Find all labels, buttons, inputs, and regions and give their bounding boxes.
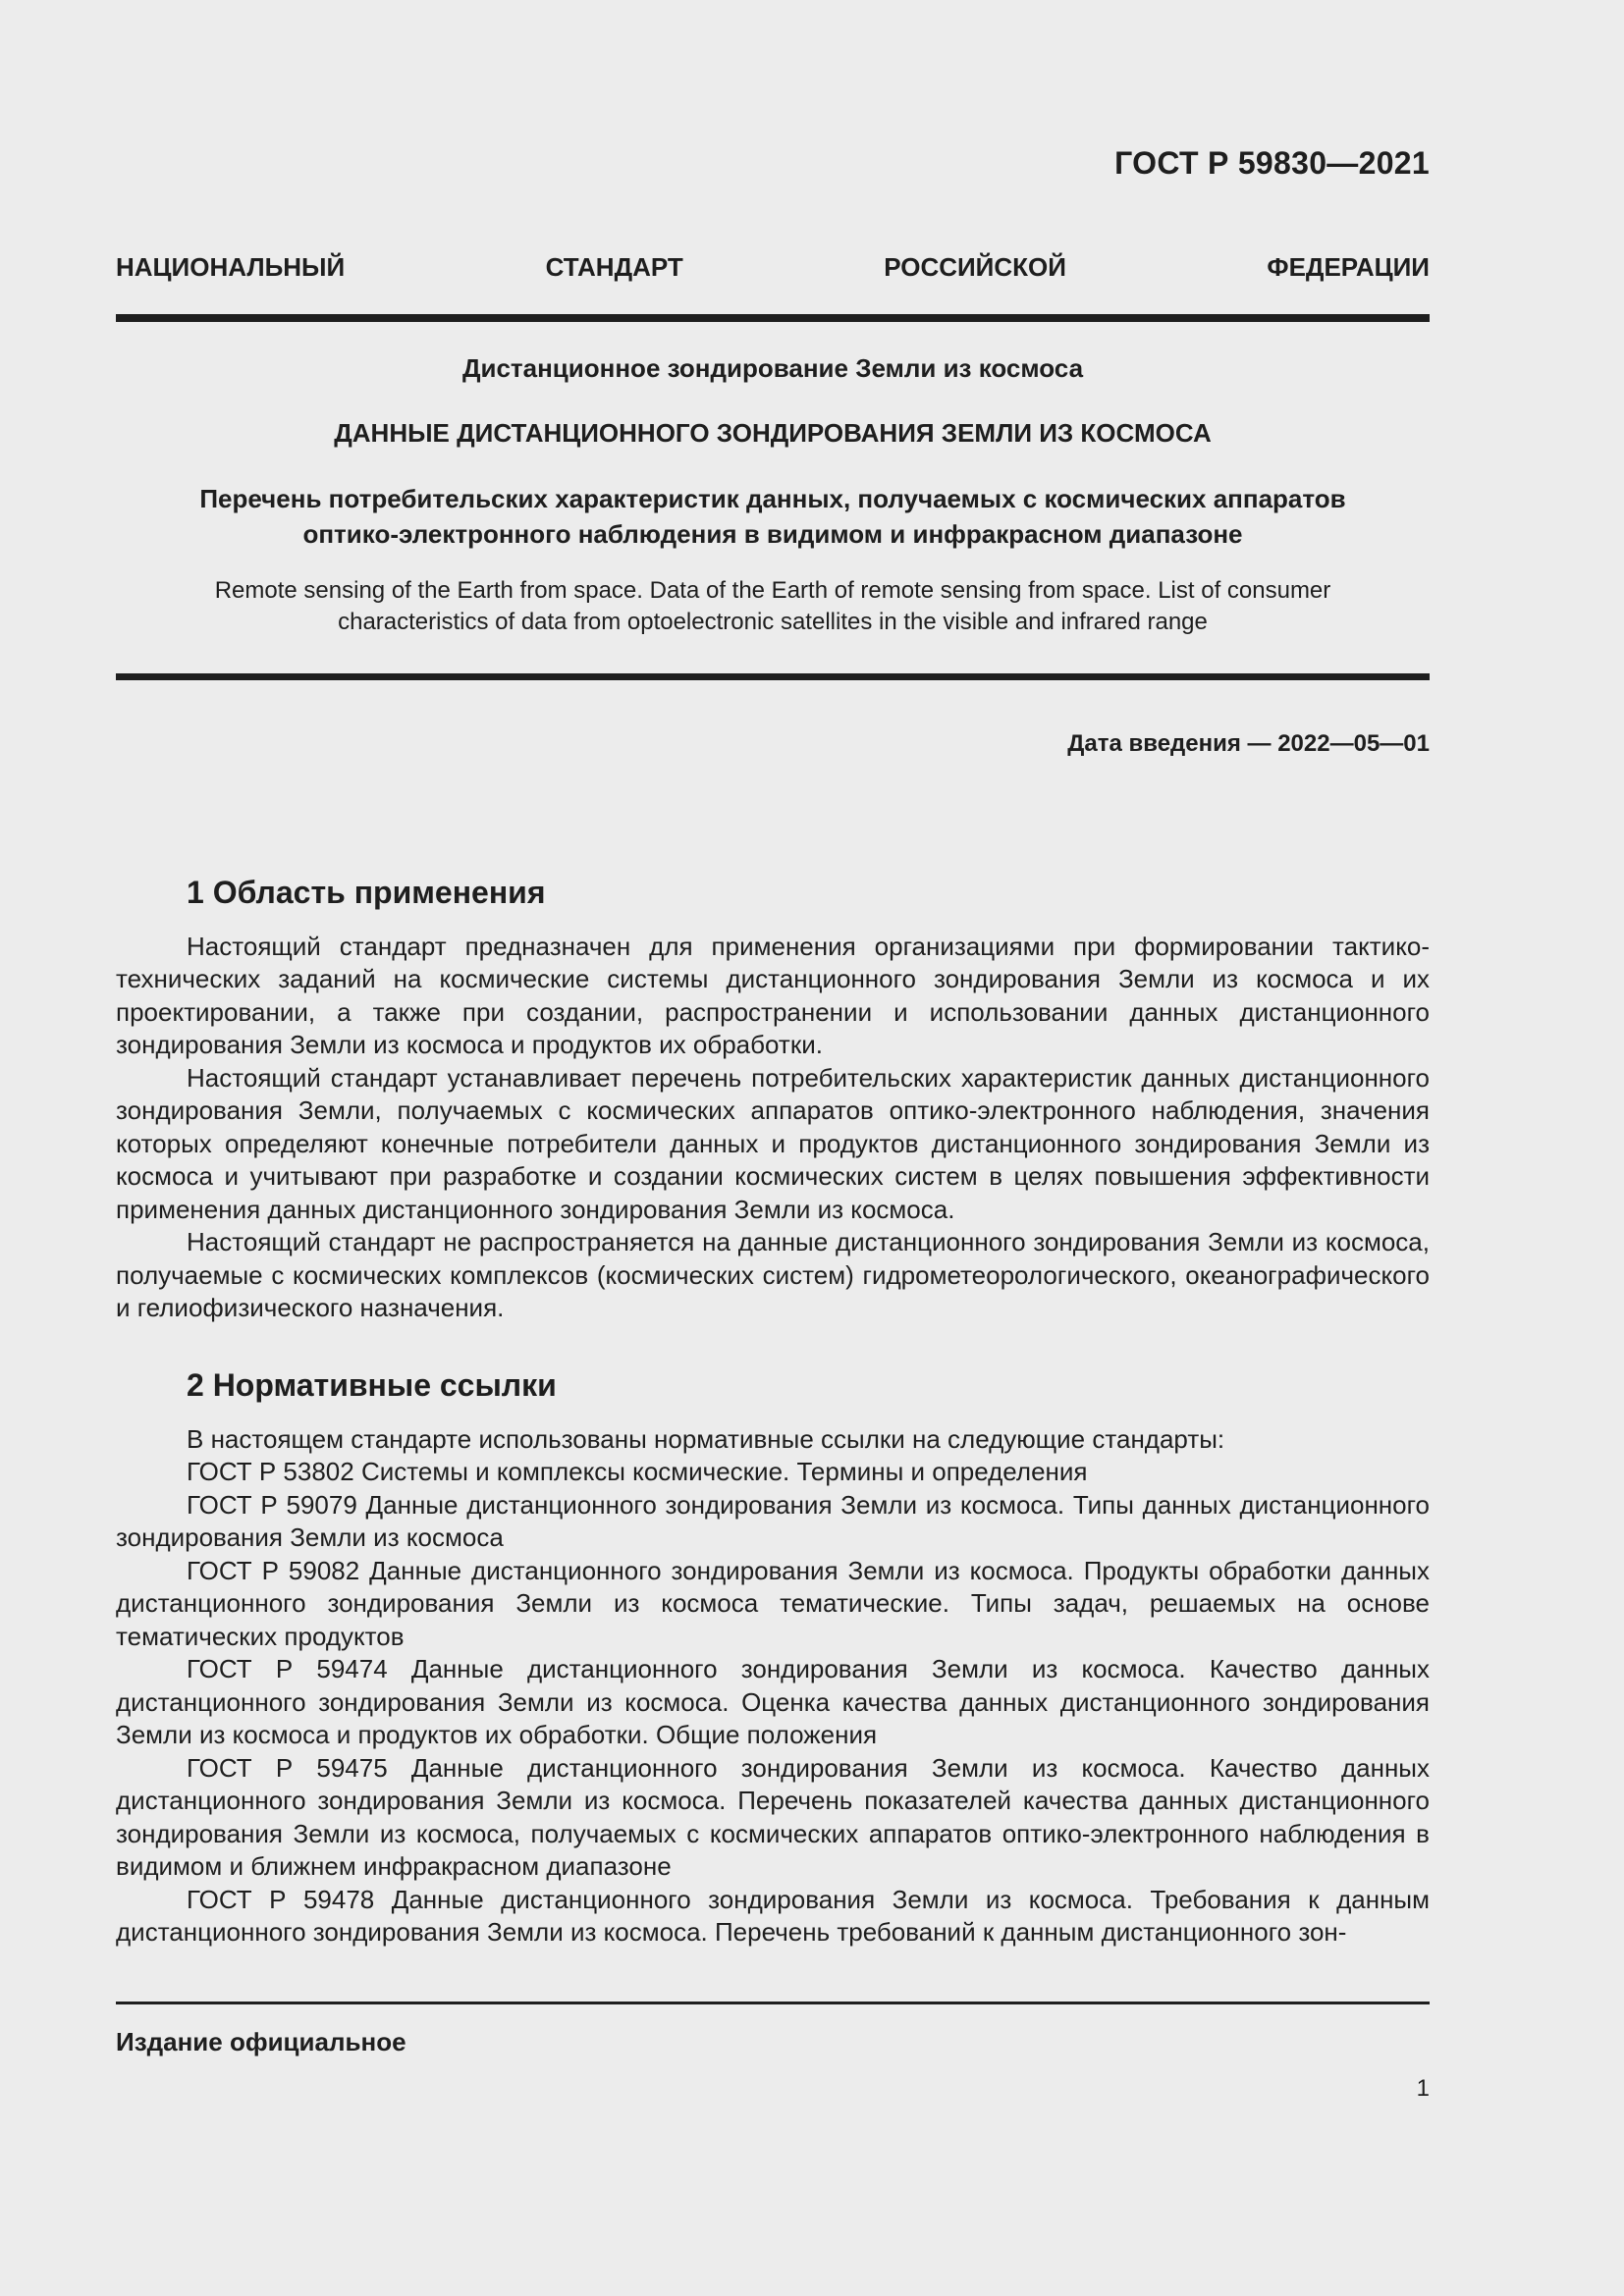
title-main: ДАННЫЕ ДИСТАНЦИОННОГО ЗОНДИРОВАНИЯ ЗЕМЛИ ИЗ КОСМОСА [334,418,1212,448]
title-english-line-1: Remote sensing of the Earth from space. Data of the Earth of remote sensing from space. List of consumer [214,577,1331,604]
top-rule [116,314,1430,322]
paragraph: Настоящий стандарт устанавливает перечень потребительских характеристик данных дистанционного зондирования Земли, получаемых с космических аппаратов оптико-электронного наблюдения, значения которых определяют конечные потребители данных и продуктов дистанционного зондирования Земли из космоса и учитывают при разработке и создании космических систем в целях повышения эффективности применения данных дистанционного зондирования Земли из космоса. [116,1062,1430,1224]
footer-rule [116,2002,1430,2004]
official-edition-label: Издание официальное [116,2027,406,2056]
reference-item: ГОСТ Р 53802 Системы и комплексы космические. Термины и определения [187,1457,1088,1486]
title-general: Дистанционное зондирование Земли из космоса [461,353,1084,383]
section-heading: 2 Нормативные ссылки [187,1367,557,1403]
title-bottom-rule [116,673,1430,680]
title-specific [116,481,1430,552]
reference-item: ГОСТ Р 59082 Данные дистанционного зондирования Земли из космоса. Продукты обработки данных дистанционного зондирования Земли из космоса тематические. Типы задач, решаемых на основе тематических продуктов [116,1555,1430,1651]
title-english [116,575,1430,638]
title-specific-line-1: Перечень потребительских характеристик данных, получаемых с космических аппаратов [199,484,1346,513]
reference-item: ГОСТ Р 59478 Данные дистанционного зондирования Земли из космоса. Требования к данным дистанционного зондирования Земли из космоса. Перечень требований к данным дистанционного зон- [116,1884,1430,1947]
section-scope [116,877,1430,1325]
section-heading: 1 Область применения [187,875,546,910]
reference-item: ГОСТ Р 59475 Данные дистанционного зондирования Земли из космоса. Качество данных дистанционного зондирования Земли из космоса. Перечень показателей качества данных дистанционного зондирования Земли из космоса, получаемых с космических аппаратов оптико-электронного наблюдения в видимом и ближнем инфракрасном диапазоне [116,1752,1430,1881]
references-intro: В настоящем стандарте использованы нормативные ссылки на следующие стандарты: [187,1423,1225,1454]
page-number: 1 [1416,2075,1430,2102]
title-english-line-2: characteristics of data from optoelectronic satellites in the visible and infrared range [338,609,1208,635]
introduction-date: Дата введения — 2022—05—01 [1067,730,1430,757]
reference-item: ГОСТ Р 59079 Данные дистанционного зондирования Земли из космоса. Типы данных дистанционного зондирования Земли из космоса [116,1489,1430,1552]
paragraph: Настоящий стандарт предназначен для применения организациями при формировании тактико-технических заданий на космические системы дистанционного зондирования Земли из космоса и их проектировании, а также при создании, распространении и использовании данных дистанционного зондирования Земли из космоса и продуктов их обработки. [116,931,1430,1059]
paragraph: Настоящий стандарт не распространяется на данные дистанционного зондирования Земли из космоса, получаемые с космических комплексов (космических систем) гидрометеорологического, океанографического и гелиофизического назначения. [116,1227,1430,1322]
title-specific-line-2: оптико-электронного наблюдения в видимом и инфракрасном диапазоне [302,519,1243,549]
reference-item: ГОСТ Р 59474 Данные дистанционного зондирования Земли из космоса. Качество данных дистанционного зондирования Земли из космоса. Оценка качества данных дистанционного зондирования Земли из космоса и продуктов их обработки. Общие положения [116,1654,1430,1749]
section-normative-references [116,1369,1430,1949]
document-number: ГОСТ Р 59830—2021 [1114,145,1430,181]
national-standard-heading: НАЦИОНАЛЬНЫЙ СТАНДАРТ РОССИЙСКОЙ ФЕДЕРАЦИИ [116,252,1430,282]
